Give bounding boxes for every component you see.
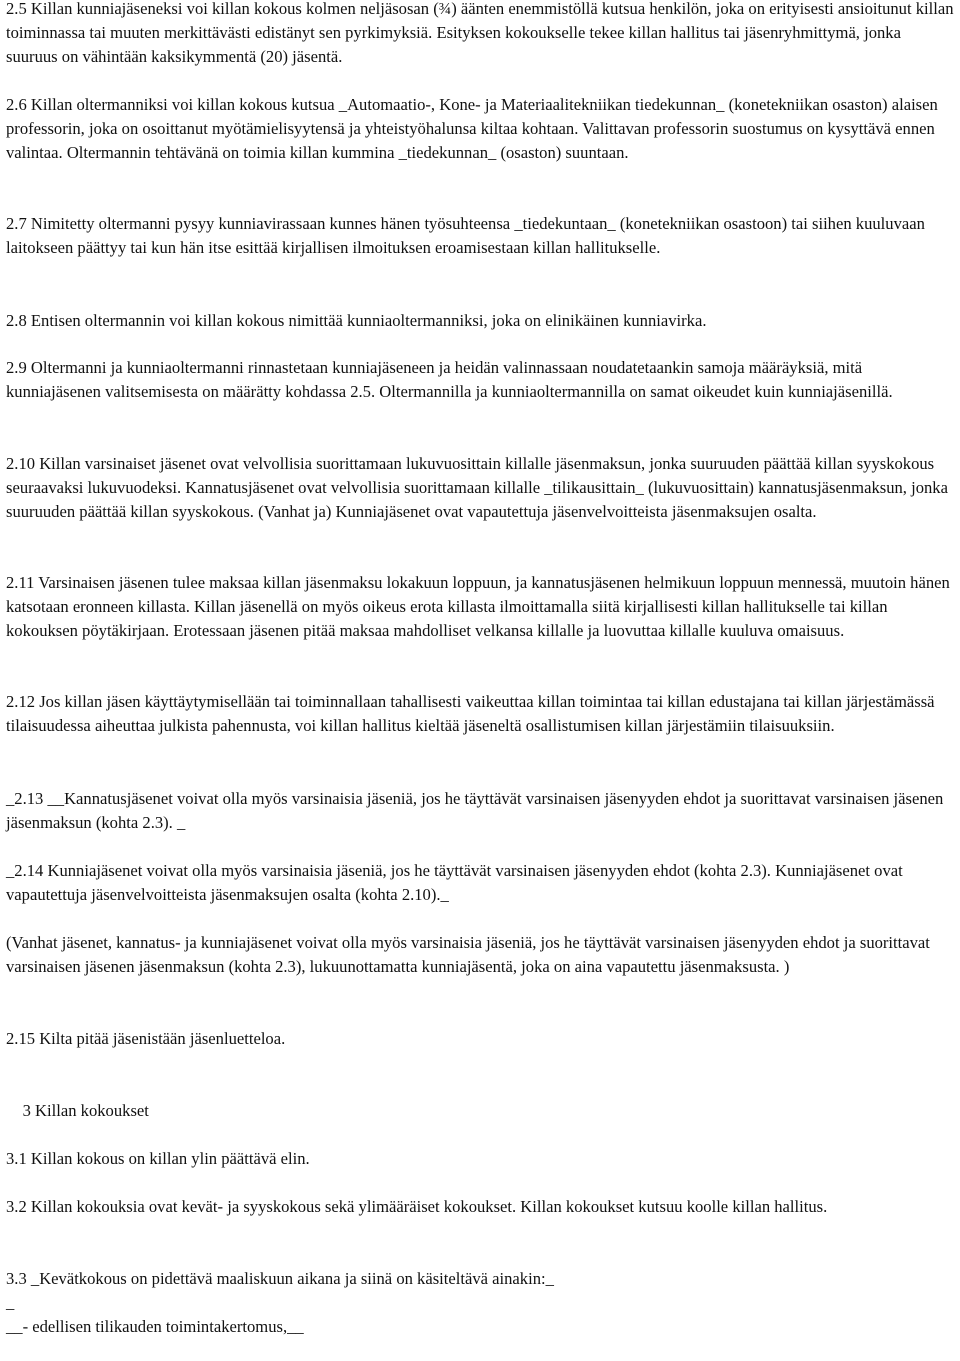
paragraph-3-2: 3.2 Killan kokouksia ovat kevät- ja syyskokous sekä ylimääräiset kokoukset. Killan kokoukset kutsuu koolle killan hallitus. [6, 1197, 828, 1216]
paragraph-3-3: 3.3 _Kevätkokous on pidettävä maaliskuun aikana ja siinä on käsiteltävä ainakin:_ [6, 1269, 554, 1288]
paragraph-2-8: 2.8 Entisen oltermannin voi killan kokous nimittää kunniaoltermanniksi, joka on elinikäinen kunniavirka. [6, 311, 707, 330]
paragraph-2-7: 2.7 Nimitetty oltermanni pysyy kunniavirassaan kunnes hänen työsuhteensa _tiedekuntaan_ (konetekniikan osastoon) tai siihen kuuluvaan laitokseen päättyy tai kun hän itse esittää kirjallisen ilmoituksen eroamisestaan killan hallitukselle. [6, 214, 930, 257]
underscore-line: _ [6, 1293, 15, 1312]
paragraph-2-12: 2.12 Jos killan jäsen käyttäytymisellään tai toiminnallaan tahallisesti vaikeuttaa killan toimintaa tai killan edustajana tai killan järjestämässä tilaisuudessa aiheuttaa julkista pahennusta, voi killan hallitus kieltää jäseneltä osallistumisen killan järjestämiin tilaisuuksiin. [6, 692, 939, 735]
section-heading-3: 3 Killan kokoukset [6, 1101, 149, 1120]
paragraph-2-14: _2.14 Kunniajäsenet voivat olla myös varsinaisia jäseniä, jos he täyttävät varsinaisen jäsenyyden ehdot (kohta 2.3). Kunniajäsenet ovat vapautettuja jäsenvelvoitteista jäsenmaksujen osalta (kohta 2.10)._ [6, 861, 907, 904]
paragraph-2-5: 2.5 Killan kunniajäseneksi voi killan kokous kolmen neljäsosan (¾) äänten enemmistöllä kutsua henkilön, joka on erityisesti ansioitunut killan toiminnassa tai muuten merkittävästi edistänyt sen pyrkimyksiä. Esityksen kokoukselle tekee killan hallitus tai jäsenryhmittymä, jonka suuruus on vähintään kaksikymmentä (20) jäsentä. [6, 0, 958, 66]
paragraph-2-6: 2.6 Killan oltermanniksi voi killan kokous kutsua _Automaatio-, Kone- ja Materiaalitekniikan tiedekunnan_ (konetekniikan osaston) alaisen professorin, joka on osoittanut myötämielisyytensä ja yhteistyöhalunsa kiltaa kohtaan. Valittavan professorin suostumus on kysyttävä ennen valintaa. Oltermannin tehtävänä on toimia killan kummina _tiedekunnan_ (osaston) suuntaan. [6, 95, 942, 162]
paragraph-2-10: 2.10 Killan varsinaiset jäsenet ovat velvollisia suorittamaan lukuvuosittain killalle jäsenmaksun, jonka suuruuden päättää killan syyskokous seuraavaksi lukuvuodeksi. Kannatusjäsenet ovat velvollisia suorittamaan killalle _tilikausittain_ (lukuvuosittain) kannatusjäsenmaksun, jonka suuruuden päättää killan syyskokous. (Vanhat ja) Kunniajäsenet ovat vapautettuja jäsenvelvoitteista jäsenmaksujen osalta. [6, 454, 953, 521]
paragraph-2-9: 2.9 Oltermanni ja kunniaoltermanni rinnastetaan kunniajäseneen ja heidän valinnassaan noudatetaankin samoja määräyksiä, mitä kunniajäsenen valitsemisesta on määrätty kohdassa 2.5. Oltermannilla ja kunniaoltermannilla on samat oikeudet kuin kunniajäsenillä. [6, 358, 893, 401]
paragraph-2-11: 2.11 Varsinaisen jäsenen tulee maksaa killan jäsenmaksu lokakuun loppuun, ja kannatusjäsenen helmikuun loppuun mennessä, muutoin hänen katsotaan eronneen killasta. Killan jäsenellä on myös oikeus erota killasta ilmoittamalla siitä kirjallisesti killan hallitukselle tai killan kokouksen pöytäkirjaan. Erotessaan jäsenen pitää maksaa mahdolliset velkansa killalle ja luovuttaa killalle kuuluva omaisuus. [6, 573, 954, 640]
paragraph-2-13: _2.13 __Kannatusjäsenet voivat olla myös varsinaisia jäseniä, jos he täyttävät varsinaisen jäsenyyden ehdot ja suorittavat varsinaisen jäsenen jäsenmaksun (kohta 2.3). _ [6, 789, 948, 832]
paragraph-3-1: 3.1 Killan kokous on killan ylin päättävä elin. [6, 1149, 310, 1168]
list-item-annual-report: __- edellisen tilikauden toimintakertomus,__ [6, 1317, 304, 1336]
paragraph-2-15: 2.15 Kilta pitää jäsenistään jäsenluetteloa. [6, 1029, 286, 1048]
paragraph-legacy-note: (Vanhat jäsenet, kannatus- ja kunniajäsenet voivat olla myös varsinaisia jäseniä, jos he täyttävät varsinaisen jäsenyyden ehdot ja suorittavat varsinaisen jäsenen jäsenmaksun (kohta 2.3), lukuunottamatta kunniajäsentä, joka on aina vapautettu jäsenmaksusta. ) [6, 933, 935, 976]
